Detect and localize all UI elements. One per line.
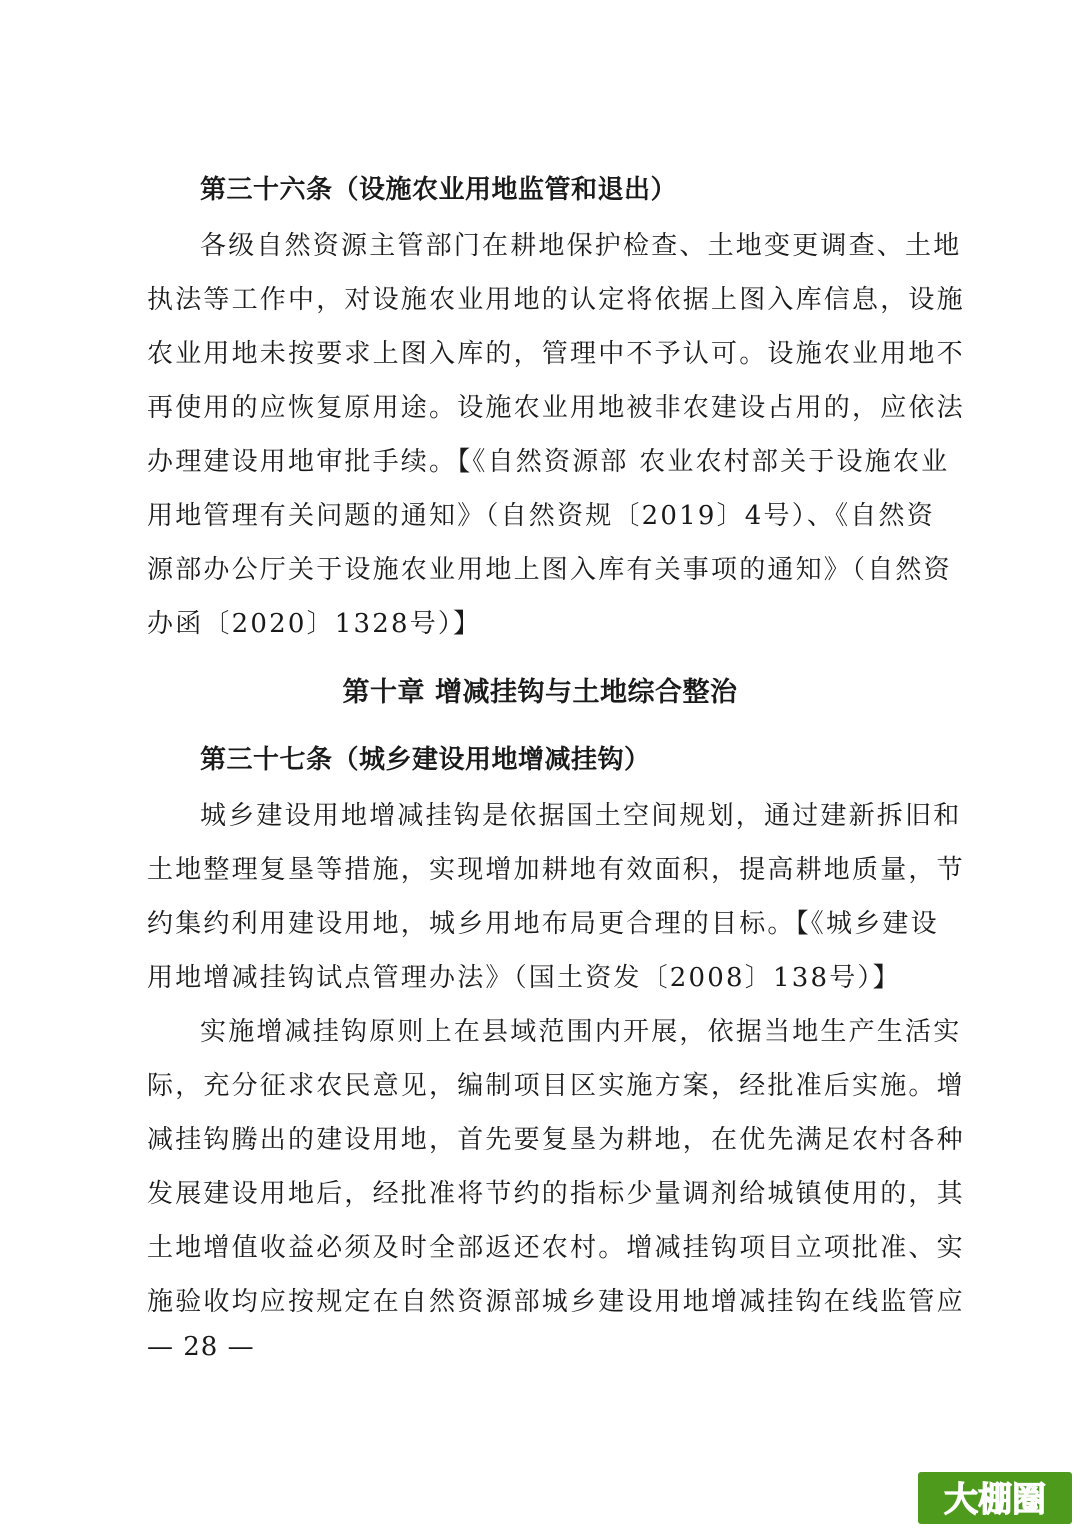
- article-36-line: 源部办公厅关于设施农业用地上图入库有关事项的通知》（自然资: [147, 555, 952, 585]
- article-36-line: 执法等工作中，对设施农业用地的认定将依据上图入库信息，设施: [147, 285, 965, 315]
- article-37-line: 际，充分征求农民意见，编制项目区实施方案，经批准后实施。增: [147, 1071, 965, 1101]
- article-37-line: 施验收均应按规定在自然资源部城乡建设用地增减挂钩在线监管应: [147, 1287, 965, 1317]
- article-37-line: 减挂钩腾出的建设用地，首先要复垦为耕地，在优先满足农村各种: [147, 1125, 965, 1155]
- watermark-logo-graphic: [922, 1475, 1068, 1521]
- article-36-heading: 第三十六条（设施农业用地监管和退出）: [200, 175, 678, 205]
- article-36-line: 办理建设用地审批手续。【《自然资源部 农业农村部关于设施农业: [147, 447, 950, 477]
- article-36-line: 用地管理有关问题的通知》（自然资规〔2019〕4号）、《自然资: [147, 501, 935, 531]
- chapter-title: 第十章 增减挂钩与土地综合整治: [342, 677, 738, 708]
- article-37-line: 城乡建设用地增减挂钩是依据国土空间规划，通过建新拆旧和: [200, 801, 962, 831]
- article-37-line: 约集约利用建设用地，城乡用地布局更合理的目标。【《城乡建设: [147, 909, 939, 939]
- article-37-line: 发展建设用地后，经批准将节约的指标少量调剂给城镇使用的，其: [147, 1179, 965, 1209]
- article-37-line: 用地增减挂钩试点管理办法》（国土资发〔2008〕138号）】: [147, 963, 901, 993]
- article-36-line: 办函〔2020〕1328号）】: [147, 609, 482, 639]
- article-36-line: 各级自然资源主管部门在耕地保护检查、土地变更调查、土地: [200, 231, 962, 261]
- page-number: — 28 —: [147, 1332, 255, 1362]
- article-37-line: 土地增值收益必须及时全部返还农村。增减挂钩项目立项批准、实: [147, 1233, 965, 1263]
- article-37-line: 实施增减挂钩原则上在县域范围内开展，依据当地生产生活实: [200, 1017, 962, 1047]
- article-36-line: 再使用的应恢复原用途。设施农业用地被非农建设占用的，应依法: [147, 393, 965, 423]
- article-36-line: 农业用地未按要求上图入库的，管理中不予认可。设施农业用地不: [147, 339, 965, 369]
- article-37-heading: 第三十七条（城乡建设用地增减挂钩）: [200, 745, 651, 775]
- article-37-line: 土地整理复垦等措施，实现增加耕地有效面积，提高耕地质量，节: [147, 855, 965, 885]
- watermark-logo-text: 大棚圈: [944, 1480, 1046, 1520]
- watermark-logo: [918, 1472, 1072, 1524]
